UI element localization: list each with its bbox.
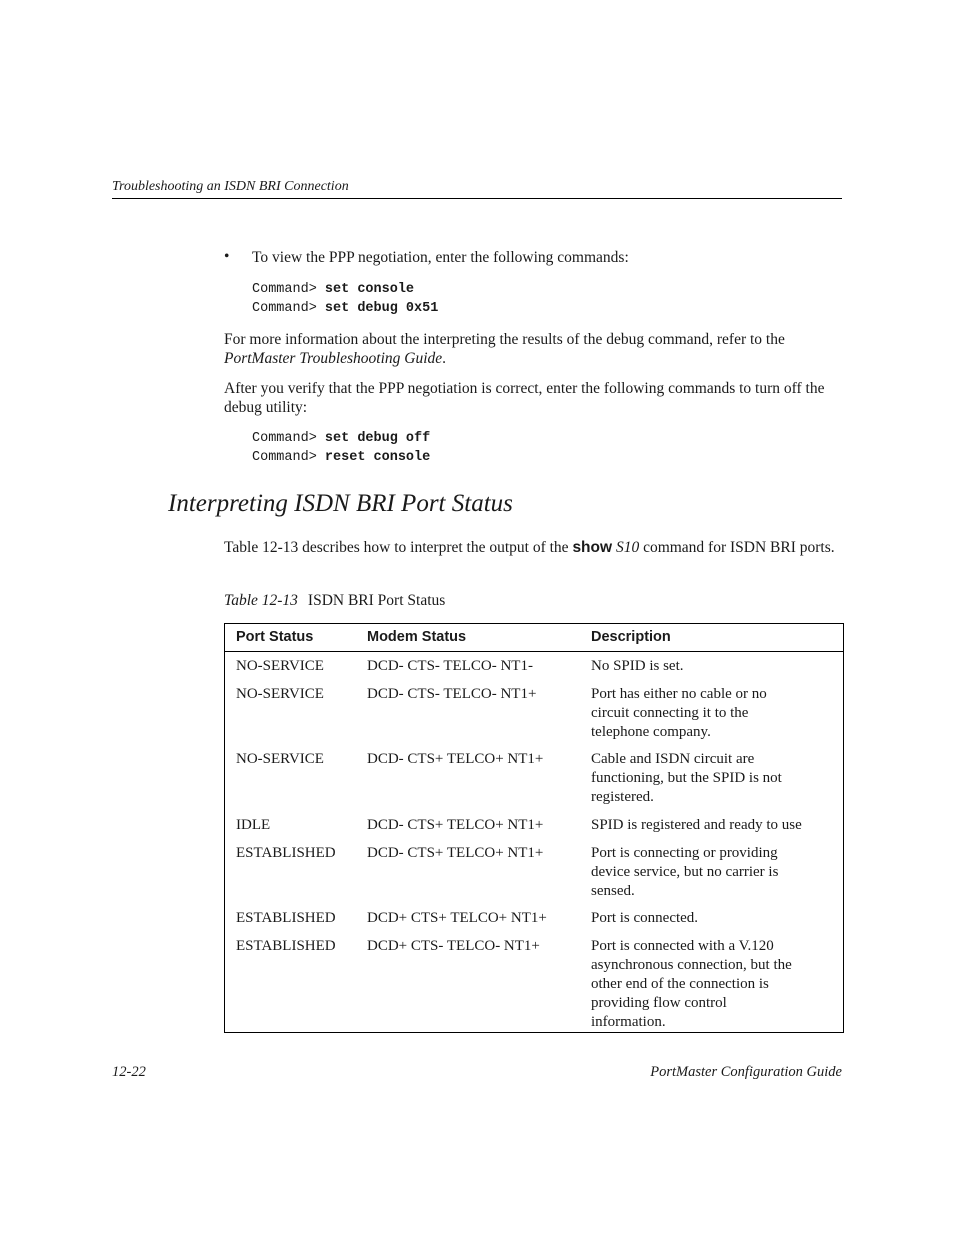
description-line: No SPID is set. <box>591 658 684 674</box>
paragraph-turn-off-debug: After you verify that the PPP negotiation is correct, enter the following commands to turn off the debug utility: <box>224 380 825 416</box>
cell-description <box>591 750 841 807</box>
cell-modem-status: DCD+ CTS+ TELCO+ NT1+ <box>367 910 547 926</box>
command-block-1 <box>252 280 438 318</box>
para-text: . <box>442 350 447 367</box>
bullet-marker: • <box>224 248 230 265</box>
description-line: Port has either no cable or no <box>591 686 767 702</box>
description-line: functioning, but the SPID is not <box>591 770 782 786</box>
description-line: SPID is registered and ready to use <box>591 817 802 833</box>
paragraph-debug-reference <box>224 330 844 368</box>
cell-modem-status: DCD- CTS- TELCO- NT1+ <box>367 686 537 702</box>
para-text: Table 12-13 describes how to interpret the output of the <box>224 539 573 556</box>
cell-description <box>591 685 841 742</box>
page-number: 12-22 <box>112 1064 146 1080</box>
description-line: Port is connecting or providing <box>591 845 778 861</box>
table-caption <box>224 591 445 610</box>
bullet-text: To view the PPP negotiation, enter the following commands: <box>252 249 629 266</box>
column-header-modem-status: Modem Status <box>367 629 467 645</box>
cell-port-status: NO-SERVICE <box>236 686 324 702</box>
command-line <box>252 280 438 299</box>
table-caption-label: Table 12-13 <box>224 592 298 609</box>
para-text: For more information about the interpreting the results of the debug command, refer to the <box>224 331 785 348</box>
description-line: other end of the connection is <box>591 976 769 992</box>
description-line: registered. <box>591 789 654 805</box>
para-text: command for ISDN BRI ports. <box>639 539 835 556</box>
cell-port-status: ESTABLISHED <box>236 938 336 954</box>
table-header-row <box>225 624 843 652</box>
cell-modem-status: DCD- CTS+ TELCO+ NT1+ <box>367 751 544 767</box>
book-title: PortMaster Configuration Guide <box>650 1064 842 1080</box>
cell-port-status: ESTABLISHED <box>236 910 336 926</box>
cell-modem-status: DCD- CTS+ TELCO+ NT1+ <box>367 817 544 833</box>
command-line <box>252 299 438 318</box>
description-line: telephone company. <box>591 724 711 740</box>
command-prompt: Command> <box>252 431 317 446</box>
port-status-table <box>224 623 844 1033</box>
section-title: Interpreting ISDN BRI Port Status <box>168 490 513 517</box>
cell-port-status: IDLE <box>236 817 271 833</box>
command-text: set console <box>324 282 415 297</box>
cell-description <box>591 657 841 676</box>
description-line: providing flow control <box>591 995 727 1011</box>
cell-description <box>591 937 841 1032</box>
column-header-port-status: Port Status <box>236 629 314 645</box>
command-block-2 <box>252 429 430 467</box>
show-keyword: show <box>572 539 613 556</box>
port-argument: S10 <box>615 539 640 556</box>
command-line <box>252 429 430 448</box>
description-line: device service, but no carrier is <box>591 864 779 880</box>
header-rule <box>112 198 842 199</box>
description-line: Port is connected with a V.120 <box>591 938 774 954</box>
table-caption-title: ISDN BRI Port Status <box>307 592 446 609</box>
paragraph-table-intro <box>224 538 844 557</box>
command-prompt: Command> <box>252 301 317 316</box>
command-text: set debug 0x51 <box>324 301 439 316</box>
description-line: Port is connected. <box>591 910 699 926</box>
command-prompt: Command> <box>252 450 317 465</box>
running-head: Troubleshooting an ISDN BRI Connection <box>112 179 349 194</box>
command-line <box>252 448 430 467</box>
guide-title: PortMaster Troubleshooting Guide <box>224 350 443 367</box>
cell-description <box>591 909 841 928</box>
cell-modem-status: DCD+ CTS- TELCO- NT1+ <box>367 938 540 954</box>
description-line: sensed. <box>591 883 635 899</box>
cell-modem-status: DCD- CTS- TELCO- NT1- <box>367 658 533 674</box>
description-line: Cable and ISDN circuit are <box>591 751 755 767</box>
command-prompt: Command> <box>252 282 317 297</box>
column-header-description: Description <box>591 629 671 645</box>
cell-port-status: NO-SERVICE <box>236 751 324 767</box>
command-text: set debug off <box>324 431 431 446</box>
cell-description <box>591 816 841 835</box>
description-line: asynchronous connection, but the <box>591 957 792 973</box>
cell-port-status: ESTABLISHED <box>236 845 336 861</box>
command-text: reset console <box>324 450 431 465</box>
description-line: circuit connecting it to the <box>591 705 749 721</box>
description-line: information. <box>591 1014 666 1030</box>
cell-port-status: NO-SERVICE <box>236 658 324 674</box>
cell-description <box>591 844 841 901</box>
cell-modem-status: DCD- CTS+ TELCO+ NT1+ <box>367 845 544 861</box>
